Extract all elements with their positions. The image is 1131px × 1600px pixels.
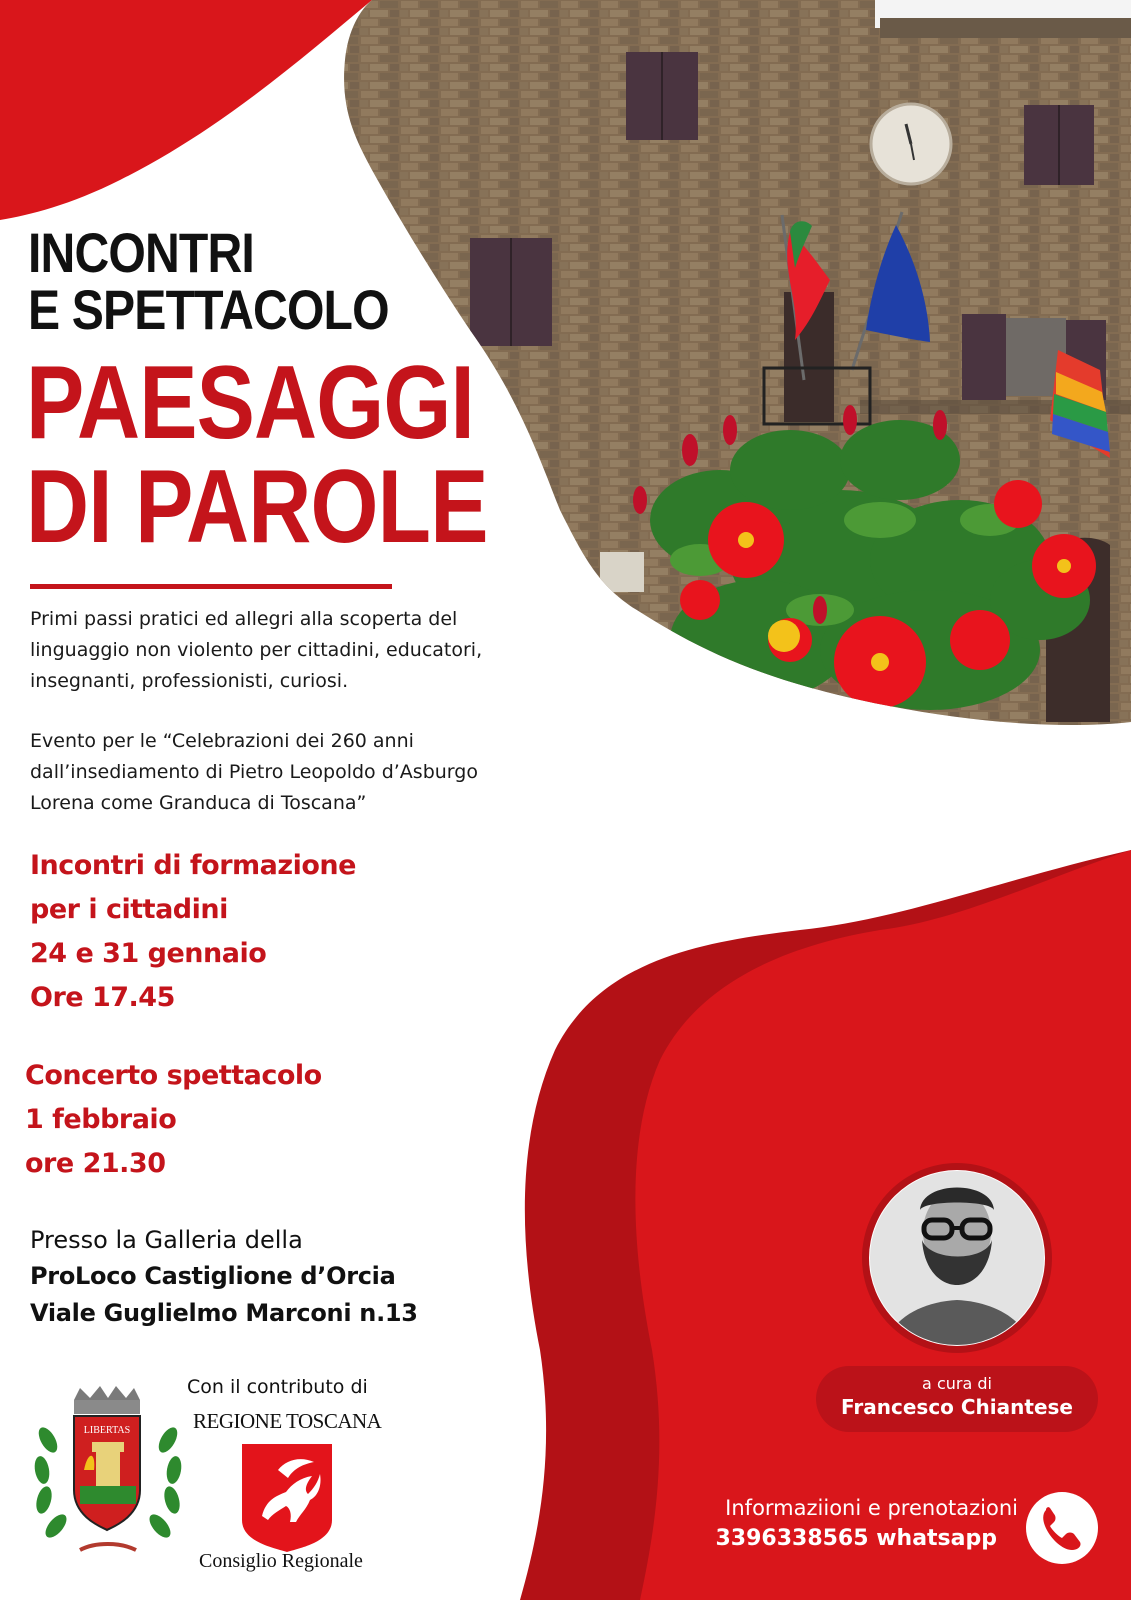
region-name: REGIONE TOSCANA [193,1409,382,1433]
venue-address: Viale Guglielmo Marconi n.13 [30,1299,418,1327]
heading-line-2: E SPETTACOLO [28,278,389,341]
municipal-crest-icon [33,1386,184,1550]
training-schedule [30,844,356,1020]
phone-icon[interactable] [1026,1492,1098,1564]
event-note-line: Evento per le “Celebrazioni dei 260 anni [30,730,414,752]
training-line: Ore 17.45 [30,982,175,1013]
top-left-swoosh [0,0,372,220]
training-line: 24 e 31 gennaio [30,938,267,969]
title-line-2: DI PAROLE [26,449,488,565]
curator-name: Francesco Chiantese [841,1395,1073,1419]
event-note [30,726,590,819]
event-note-line: Lorena come Granduca di Toscana” [30,792,367,814]
description-line: insegnanti, professionisti, curiosi. [30,670,349,692]
training-line: per i cittadini [30,894,228,925]
concert-line: Concerto spettacolo [25,1060,322,1091]
curator-badge [816,1366,1098,1432]
contact-label: Informaziioni e prenotazioni [725,1496,1018,1520]
event-note-line: dall’insediamento di Pietro Leopoldo d’Asburgo [30,761,478,783]
training-line: Incontri di formazione [30,850,356,881]
concert-schedule [25,1054,322,1186]
concert-line: 1 febbraio [25,1104,177,1135]
venue-intro: Presso la Galleria della [30,1226,303,1254]
description [30,604,590,697]
pegasus-emblem-icon [242,1444,332,1552]
curator-label: a cura di [922,1374,992,1393]
heading-line-1: INCONTRI [28,221,254,284]
contact-phone[interactable]: 3396338565 whatsapp [715,1526,997,1551]
concert-line: ore 21.30 [25,1148,166,1179]
venue-place: ProLoco Castiglione d’Orcia [30,1262,396,1290]
crest-motto: LIBERTAS [83,1425,131,1436]
description-line: Primi passi pratici ed allegri alla scoperta del [30,608,458,630]
description-line: linguaggio non violento per cittadini, educatori, [30,639,483,661]
contribution-label: Con il contributo di [187,1376,368,1398]
council-name: Consiglio Regionale [199,1550,363,1572]
title-divider [30,584,392,589]
title-line-1: PAESAGGI [26,345,474,461]
